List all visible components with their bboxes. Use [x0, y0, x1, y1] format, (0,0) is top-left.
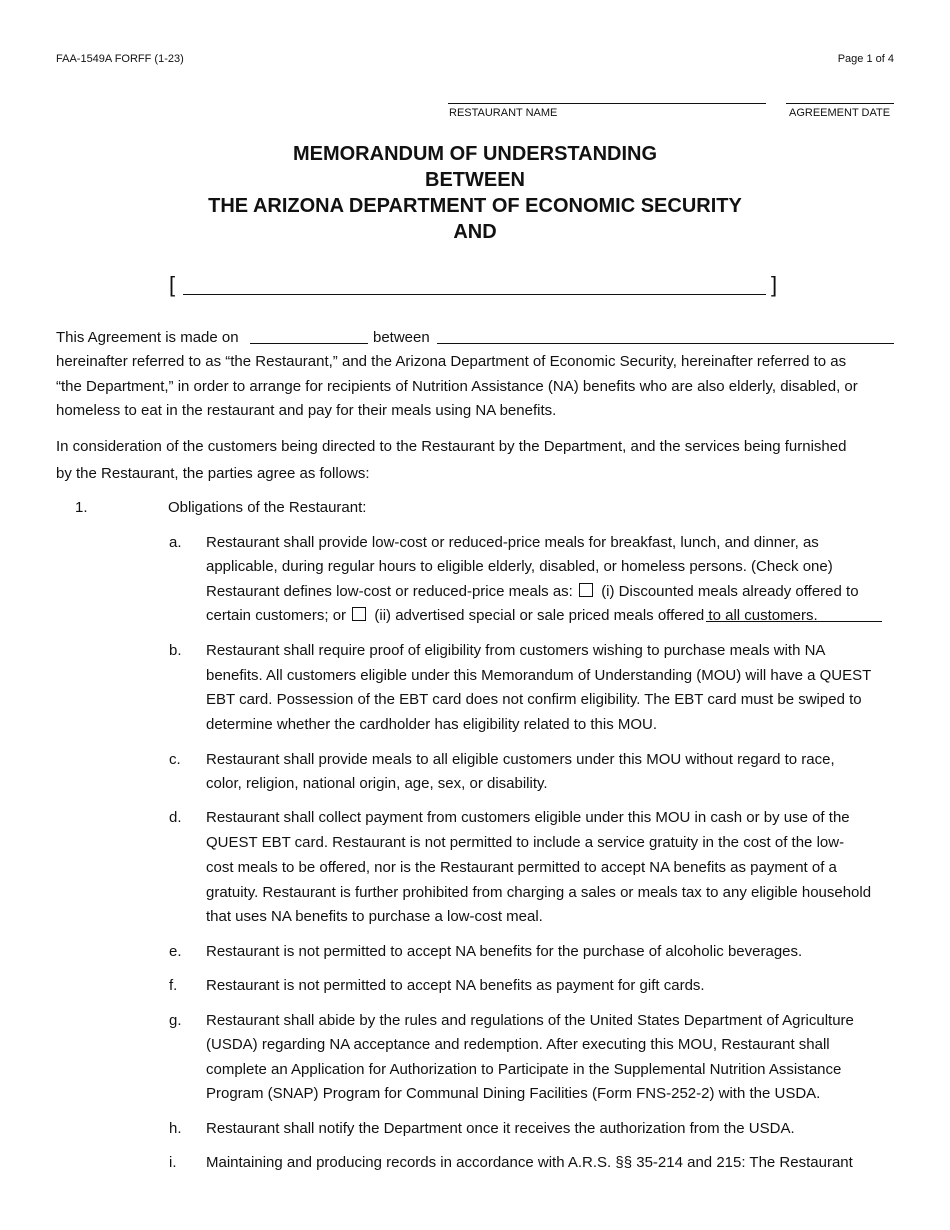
item-h-letter: h. — [169, 1120, 182, 1137]
item-c-line-2: color, religion, national origin, age, sex, or disability. — [206, 775, 548, 792]
restaurant-name-label: RESTAURANT NAME — [449, 107, 558, 119]
form-code: FAA-1549A FORFF (1-23) — [56, 53, 184, 65]
item-c-line-1: Restaurant shall provide meals to all eligible customers under this MOU without regard to race, — [206, 751, 835, 768]
item-b-letter: b. — [169, 642, 182, 659]
intro-line-4: homeless to eat in the restaurant and pay for their meals using NA benefits. — [56, 402, 557, 419]
restaurant-name-field[interactable] — [448, 103, 766, 104]
intro-line-3: “the Department,” in order to arrange for recipients of Nutrition Assistance (NA) benefits who are also elderly, disabled, or — [56, 378, 858, 395]
item-d-letter: d. — [169, 809, 182, 826]
item-d-line-2: QUEST EBT card. Restaurant is not permitted to include a service gratuity in the cost of the low- — [206, 834, 845, 851]
item-a-line-1: Restaurant shall provide low-cost or reduced-price meals for breakfast, lunch, and dinner, as — [206, 534, 819, 551]
item-d-line-4: gratuity. Restaurant is further prohibited from charging a sales or meals tax to any eligible household — [206, 884, 872, 901]
item-g-line-4: Program (SNAP) Program for Communal Dining Facilities (Form FNS-252-2) with the USDA. — [206, 1085, 821, 1102]
item-b-line-2: benefits. All customers eligible under this Memorandum of Understanding (MOU) will have a QUEST — [206, 667, 872, 684]
title-line-2: BETWEEN — [425, 169, 525, 191]
intro-between: between — [373, 329, 430, 346]
item-g-letter: g. — [169, 1012, 182, 1029]
section-1-heading: Obligations of the Restaurant: — [168, 499, 367, 516]
consideration-line-2: by the Restaurant, the parties agree as follows: — [56, 465, 370, 482]
title-line-1: MEMORANDUM OF UNDERSTANDING — [292, 143, 658, 165]
item-a-line-3-text: Restaurant defines low-cost or reduced-price meals as: — [206, 583, 573, 600]
option-discounted-meals-label: (i) Discounted meals already offered to — [601, 583, 859, 600]
item-a-underline — [706, 621, 882, 622]
bracket-open: [ — [169, 272, 176, 297]
intro-line-2: hereinafter referred to as “the Restaurant,” and the Arizona Department of Economic Security, hereinafter referred to as — [56, 353, 847, 370]
item-d-line-5: that uses NA benefits to purchase a low-cost meal. — [206, 908, 543, 925]
item-d-line-1: Restaurant shall collect payment from customers eligible under this MOU in cash or by use of the — [206, 809, 850, 826]
item-f-letter: f. — [169, 977, 178, 994]
bracket-close: ] — [771, 272, 778, 297]
agreement-date-label: AGREEMENT DATE — [789, 107, 891, 119]
section-1-number: 1. — [75, 499, 88, 516]
item-a-line-3 — [206, 580, 896, 605]
item-g-line-3: complete an Application for Authorization to Participate in the Supplemental Nutrition Assistance — [206, 1061, 842, 1078]
restaurant-party-field[interactable] — [437, 343, 894, 344]
item-e-letter: e. — [169, 943, 182, 960]
item-i-line-1: Maintaining and producing records in accordance with A.R.S. §§ 35-214 and 215: The Restaurant — [206, 1154, 853, 1171]
agreement-made-date-field[interactable] — [250, 343, 368, 344]
item-e-line-1: Restaurant is not permitted to accept NA benefits for the purchase of alcoholic beverages. — [206, 943, 803, 960]
item-a-letter: a. — [169, 534, 182, 551]
consideration-line-1: In consideration of the customers being directed to the Restaurant by the Department, and the services being furnished — [56, 438, 847, 455]
agreement-date-field[interactable] — [786, 103, 894, 104]
item-a-line-2: applicable, during regular hours to eligible elderly, disabled, or homeless persons. (Check one) — [206, 558, 833, 575]
special-priced-meals-checkbox[interactable] — [352, 607, 366, 621]
party-name-field[interactable] — [183, 294, 766, 295]
item-b-line-3: EBT card. Possession of the EBT card does not confirm eligibility. The EBT card must be swiped to — [206, 691, 862, 708]
item-b-line-4: determine whether the cardholder has eligibility related to this MOU. — [206, 716, 658, 733]
item-d-line-3: cost meals to be offered, nor is the Restaurant permitted to accept NA benefits as payment of a — [206, 859, 837, 876]
title-line-3: THE ARIZONA DEPARTMENT OF ECONOMIC SECURITY — [208, 195, 742, 217]
item-a-line-4-text: certain customers; or — [206, 607, 347, 624]
item-f-line-1: Restaurant is not permitted to accept NA benefits as payment for gift cards. — [206, 977, 705, 994]
discounted-meals-checkbox[interactable] — [579, 583, 593, 597]
item-g-line-2: (USDA) regarding NA acceptance and redemption. After executing this MOU, Restaurant shall — [206, 1036, 830, 1053]
page-number: Page 1 of 4 — [837, 53, 894, 65]
item-a-line-4 — [206, 604, 896, 629]
item-g-line-1: Restaurant shall abide by the rules and regulations of the United States Department of Agriculture — [206, 1012, 854, 1029]
item-h-line-1: Restaurant shall notify the Department once it receives the authorization from the USDA. — [206, 1120, 795, 1137]
item-b-line-1: Restaurant shall require proof of eligibility from customers wishing to purchase meals with NA — [206, 642, 826, 659]
title-line-4: AND — [453, 221, 497, 243]
option-special-priced-label: (ii) advertised special or sale priced meals offered to all customers. — [374, 607, 818, 624]
intro-made-on: This Agreement is made on — [56, 329, 239, 346]
item-c-letter: c. — [169, 751, 181, 768]
item-i-letter: i. — [169, 1154, 177, 1171]
